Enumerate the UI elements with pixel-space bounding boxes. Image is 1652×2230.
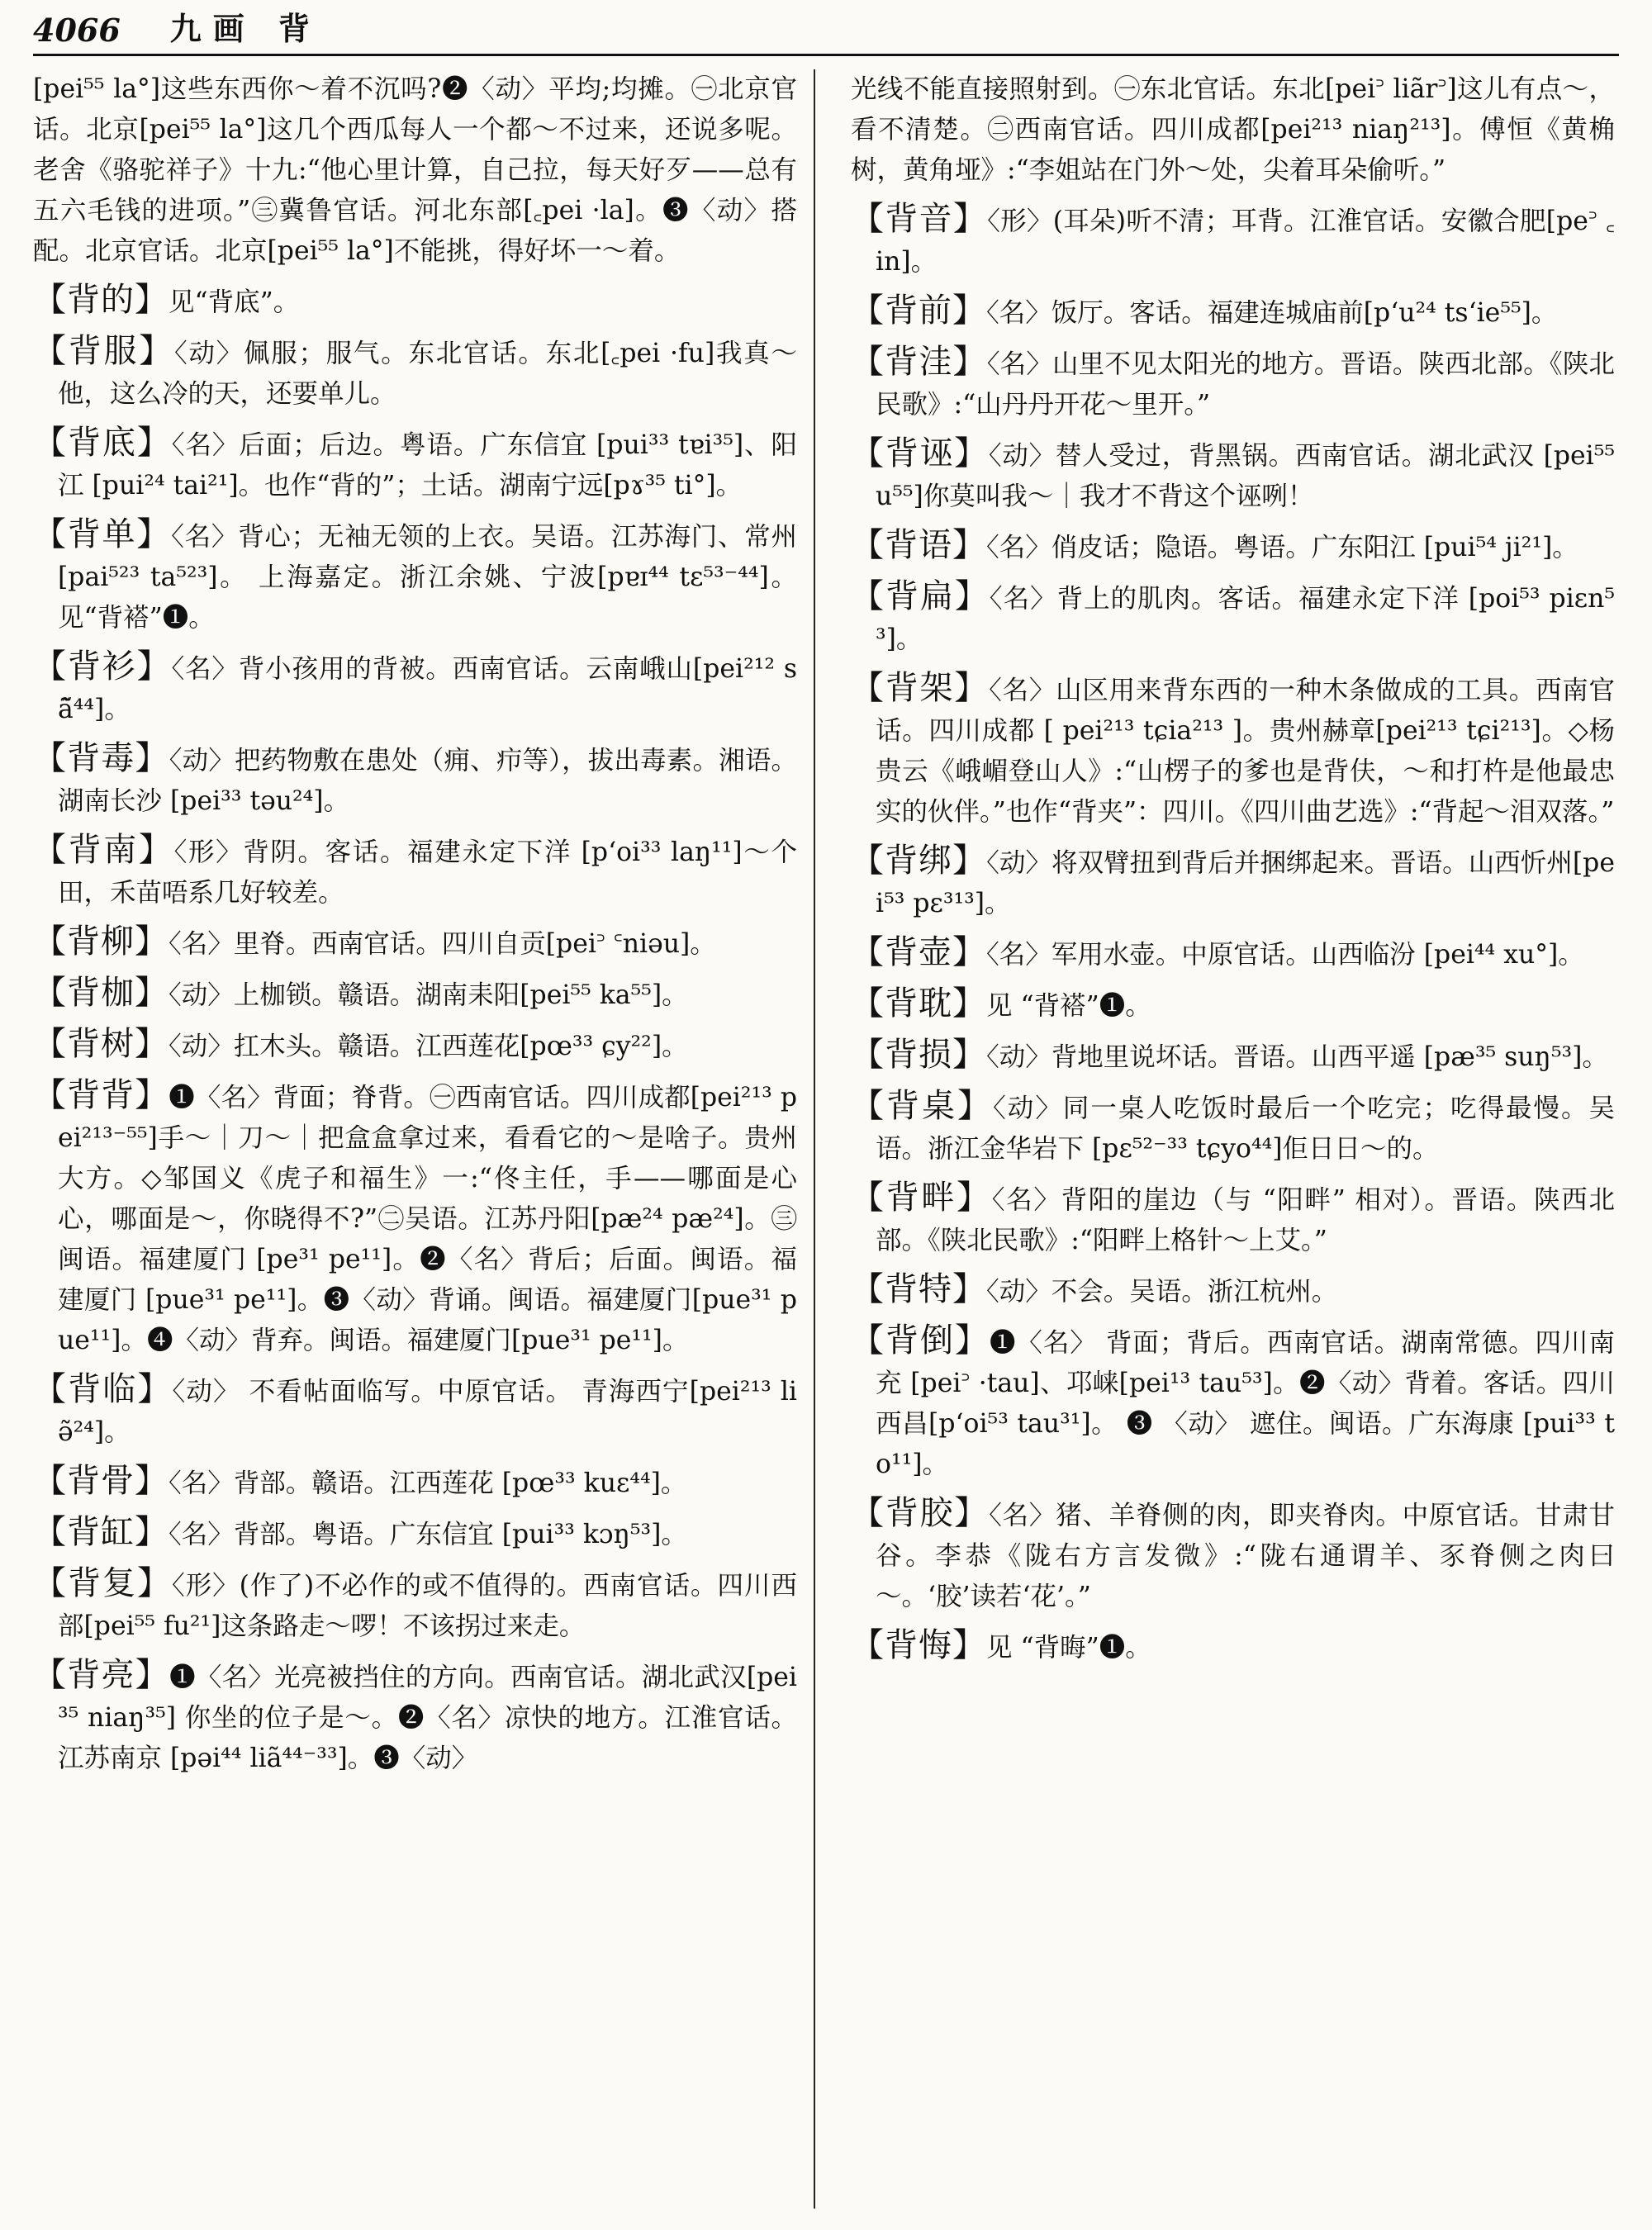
entry-definition: 〈名〉山里不见太阳光的地方。晋语。陕西北部。《陕北民歌》:“山丹丹开花～里开。” — [876, 349, 1615, 420]
entry-headword: 【背树】 — [33, 1025, 169, 1063]
entry-definition: 〈名〉饭厅。客话。福建连城庙前[p‘u²⁴ ts‘ie⁵⁵]。 — [986, 298, 1558, 328]
entry-definition: 〈名〉背部。粤语。广东信宜 [pui³³ kɔŋ⁵³]。 — [169, 1520, 687, 1549]
dictionary-entry — [33, 423, 797, 506]
entry-headword: 【背音】 — [851, 200, 988, 238]
entry-definition: 〈动〉将双臂扭到背后并捆绑起来。晋语。山西忻州[pei⁵³ pɛ³¹³]。 — [876, 848, 1615, 918]
dictionary-entry — [851, 1269, 1615, 1312]
dictionary-entry — [851, 668, 1615, 833]
entry-headword: 【背临】 — [33, 1370, 173, 1408]
entry-definition: 〈动〉背地里说坏话。晋语。山西平遥 [pæ³⁵ suŋ⁵³]。 — [986, 1042, 1608, 1072]
entry-headword: 【背毒】 — [33, 739, 169, 777]
entry-definition: ❶〈名〉 背面；背后。西南官话。湖南常德。四川南充 [pei꜄ ·tau]、邛崃[pei¹³ tau⁵³]。❷〈动〉背着。客话。四川西昌[p‘oi⁵³ tau³¹]。 ❸ 〈动〉 遮住。闽语。广东海康 [pui³³ to¹¹]。 — [876, 1328, 1615, 1479]
dictionary-entry — [851, 199, 1615, 282]
page-header — [33, 8, 1619, 56]
dictionary-entry — [33, 1461, 797, 1504]
dictionary-entry — [33, 515, 797, 638]
entry-headword: 【背损】 — [851, 1036, 986, 1074]
entry-definition: 〈形〉(作了)不必作的或不值得的。西南官话。四川西部[pei⁵⁵ fu²¹]这条路走～啰！不该拐过来走。 — [58, 1571, 797, 1641]
dictionary-entry — [851, 1178, 1615, 1261]
entry-definition: 〈形〉背阴。客话。福建永定下洋 [p‘oi³³ laŋ¹¹]～个田，禾苗唔系几好较差。 — [58, 837, 797, 908]
column-divider — [814, 69, 815, 2209]
entry-headword: 【背亮】 — [33, 1656, 170, 1694]
dictionary-entry — [33, 922, 797, 965]
dictionary-entry — [851, 841, 1615, 924]
dictionary-entry — [33, 1655, 797, 1779]
entry-definition: 见“背底”。 — [169, 287, 300, 317]
left-column — [33, 69, 797, 2209]
entry-definition: 〈名〉背心；无袖无领的上衣。吴语。江苏海门、常州 [pai⁵²³ ta⁵²³]。 上海嘉定。浙江余姚、宁波[pɐɪ⁴⁴ tɛ⁵³⁻⁴⁴]。见“背褡”❶。 — [58, 522, 797, 633]
entry-headword: 【背骨】 — [33, 1462, 169, 1500]
entry-headword: 【背倒】 — [851, 1321, 990, 1359]
entry-headword: 【背枷】 — [33, 974, 169, 1012]
entry-definition: 〈名〉军用水壶。中原官话。山西临汾 [pei⁴⁴ xu°]。 — [986, 940, 1584, 970]
entry-definition: 〈动〉扛木头。赣语。江西莲花[pœ³³ ɕy²²]。 — [169, 1032, 688, 1061]
entry-headword: 【背耽】 — [851, 985, 986, 1022]
dictionary-entry — [33, 1369, 797, 1453]
entry-definition: 〈名〉背阳的崖边（与 “阳畔” 相对）。晋语。陕西北部。《陕北民歌》:“阳畔上格针～上艾。” — [876, 1185, 1615, 1255]
dictionary-entry — [33, 1075, 797, 1361]
entry-definition: 见 “背晦”❶。 — [986, 1633, 1151, 1663]
dictionary-entry — [851, 1321, 1615, 1485]
entry-definition: 〈名〉背部。赣语。江西莲花 [pœ³³ kuɛ⁴⁴]。 — [169, 1468, 687, 1498]
entry-headword: 【背绑】 — [851, 842, 987, 880]
entry-definition: 见 “背褡”❶。 — [986, 991, 1151, 1021]
dictionary-entry — [851, 1086, 1615, 1170]
entry-headword: 【背壶】 — [851, 933, 986, 971]
entry-definition: 〈名〉背上的肌肉。客话。福建永定下洋 [poi⁵³ piɛn⁵³]。 — [876, 584, 1615, 654]
entry-definition: ❶〈名〉光亮被挡住的方向。西南官话。湖北武汉[pei³⁵ niaŋ³⁵] 你坐的位子是～。❷〈名〉凉快的地方。江淮官话。江苏南京 [pəi⁴⁴ liã⁴⁴⁻³³]。❸〈动〉 — [58, 1663, 797, 1773]
entry-headword: 【背悔】 — [851, 1626, 986, 1664]
entry-headword: 【背单】 — [33, 515, 172, 553]
entry-headword: 【背衫】 — [33, 648, 172, 686]
entry-headword: 【背柳】 — [33, 923, 169, 961]
dictionary-entry — [33, 830, 797, 913]
dictionary-entry — [33, 1563, 797, 1647]
dictionary-entry — [33, 331, 797, 415]
entry-definition: 〈名〉俏皮话；隐语。粤语。广东阳江 [pui⁵⁴ ji²¹]。 — [986, 533, 1578, 562]
dictionary-entry — [33, 738, 797, 822]
entry-headword: 【背服】 — [33, 332, 174, 370]
entry-definition: 〈名〉猪、羊脊侧的肉，即夹脊肉。中原官话。甘肃甘谷。李恭《陇右方言发微》:“陇右通谓羊、豕脊侧之肉曰～。‘胶’读若‘花’。” — [876, 1501, 1615, 1611]
entry-definition: 〈名〉山区用来背东西的一种木条做成的工具。西南官话。四川成都 [ pei²¹³ tɕia²¹³ ]。贵州赫章[pei²¹³ tɕi²¹³]。◇杨贵云《峨嵋登山人》:“山楞子的爹也是背伕，～和打杵是他最忠实的伙伴。”也作“背夹”：四川。《四川曲艺选》:“背起～泪双落。” — [876, 676, 1615, 827]
entry-definition: 〈动〉把药物敷在患处（痈、疖等），拔出毒素。湘语。湖南长沙 [pei³³ təu²⁴]。 — [58, 746, 797, 816]
dictionary-entry — [851, 932, 1615, 975]
page-number: 4066 — [33, 12, 121, 49]
entry-definition: 〈名〉后面；后边。粤语。广东信宜 [pui³³ tɐi³⁵]、阳江 [pui²⁴ tai²¹]。也作“背的”；土话。湖南宁远[pɤ³⁵ ti°]。 — [58, 430, 797, 501]
entry-headword: 【背缸】 — [33, 1513, 169, 1551]
entry-definition: 〈动〉替人受过，背黑锅。西南官话。湖北武汉 [pei⁵⁵ u⁵⁵]你莫叫我～｜我才不背这个诬咧！ — [876, 441, 1615, 511]
entry-definition: 〈动〉同一桌人吃饭时最后一个吃完；吃得最慢。吴语。浙江金华岩下 [pɛ⁵²⁻³³ tɕyo⁴⁴]佢日日～的。 — [876, 1094, 1615, 1164]
entry-headword: 【背架】 — [851, 669, 990, 707]
entry-headword: 【背特】 — [851, 1270, 986, 1308]
right-column — [851, 69, 1615, 2209]
dictionary-entry — [851, 1493, 1615, 1617]
entry-headword: 【背前】 — [851, 292, 986, 330]
entry-headword: 【背洼】 — [851, 343, 987, 381]
entry-headword: 【背南】 — [33, 831, 174, 869]
entry-headword: 【背扁】 — [851, 577, 990, 615]
dictionary-entry — [33, 1512, 797, 1555]
entry-definition: 〈动〉佩服；服气。东北官话。东北[꜀pei ·fu]我真～他，这么冷的天，还要单儿。 — [58, 339, 797, 409]
entry-headword: 【背语】 — [851, 526, 986, 564]
entry-definition: 〈动〉不会。吴语。浙江杭州。 — [986, 1277, 1338, 1307]
dictionary-entry — [851, 434, 1615, 517]
continuation-text: 光线不能直接照射到。㊀东北官话。东北[pei꜄ liãr꜄]这儿有点～，看不清楚。㊁西南官话。四川成都[pei²¹³ niaŋ²¹³]。傅恒《黄桷树，黄角垭》:“李姐站在门外～处，尖着耳朵偷听。” — [851, 74, 1615, 185]
dictionary-entry — [851, 525, 1615, 568]
entry-headword: 【背桌】 — [851, 1087, 994, 1125]
entry-definition: 〈名〉里脊。西南官话。四川自贡[pei꜄ ꜂niəu]。 — [169, 929, 716, 959]
entry-headword: 【背背】 — [33, 1076, 169, 1114]
dictionary-entry — [33, 280, 797, 323]
entry-headword: 【背的】 — [33, 281, 169, 319]
dictionary-entry — [851, 1625, 1615, 1668]
entry-headword: 【背畔】 — [851, 1179, 992, 1217]
dictionary-entry — [851, 1035, 1615, 1078]
dictionary-entry — [33, 647, 797, 730]
dictionary-entry — [851, 291, 1615, 334]
dictionary-entry — [33, 973, 797, 1016]
entry-definition: 〈动〉上枷锁。赣语。湖南耒阳[pei⁵⁵ ka⁵⁵]。 — [169, 980, 688, 1010]
continuation-text: [pei⁵⁵ la°]这些东西你～着不沉吗?❷〈动〉平均;均摊。㊀北京官话。北京[pei⁵⁵ la°]这几个西瓜每人一个都～不过来，还说多呢。老舍《骆驼祥子》十九:“他心里计算，自己拉，每天好歹——总有五六毛钱的进项。”㊂冀鲁官话。河北东部[꜀pei ·la]。❸〈动〉搭配。北京官话。北京[pei⁵⁵ la°]不能挑，得好坏一～着。 — [33, 74, 797, 266]
entry-headword: 【背底】 — [33, 424, 172, 462]
entry-definition: 〈形〉(耳朵)听不清；耳背。江淮官话。安徽合肥[pe꜄ ꜀in]。 — [876, 206, 1615, 277]
dictionary-entry — [33, 1024, 797, 1067]
entry-headword: 【背复】 — [33, 1564, 172, 1602]
entry-headword: 【背诬】 — [851, 434, 989, 472]
entry-definition: 〈动〉 不看帖面临写。中原官话。 青海西宁[pei²¹³ liə̃²⁴]。 — [58, 1377, 797, 1447]
dictionary-entry — [851, 984, 1615, 1027]
section-title: 九画 背 — [169, 10, 321, 47]
dictionary-entry — [851, 576, 1615, 660]
entry-headword: 【背胶】 — [851, 1494, 990, 1532]
entry-definition: 〈名〉背小孩用的背被。西南官话。云南峨山[pei²¹² sã̃⁴⁴]。 — [58, 654, 797, 724]
entry-definition: ❶〈名〉背面；脊背。㊀西南官话。四川成都[pei²¹³ pei²¹³⁻⁵⁵]手～｜刀～｜把盒盒拿过来，看看它的～是啥子。贵州大方。◇邹国义《虎子和福生》一:“佟主任，手——哪面是心心，哪面是～，你晓得不?”㊁吴语。江苏丹阳[pæ²⁴ pæ²⁴]。㊂闽语。福建厦门 [pe³¹ pe¹¹]。❷〈名〉背后；后面。闽语。福建厦门 [pue³¹ pe¹¹]。❸〈动〉背诵。闽语。福建厦门[pue³¹ pue¹¹]。❹〈动〉背弃。闽语。福建厦门[pue³¹ pe¹¹]。 — [58, 1083, 797, 1355]
dictionary-entry — [851, 342, 1615, 425]
